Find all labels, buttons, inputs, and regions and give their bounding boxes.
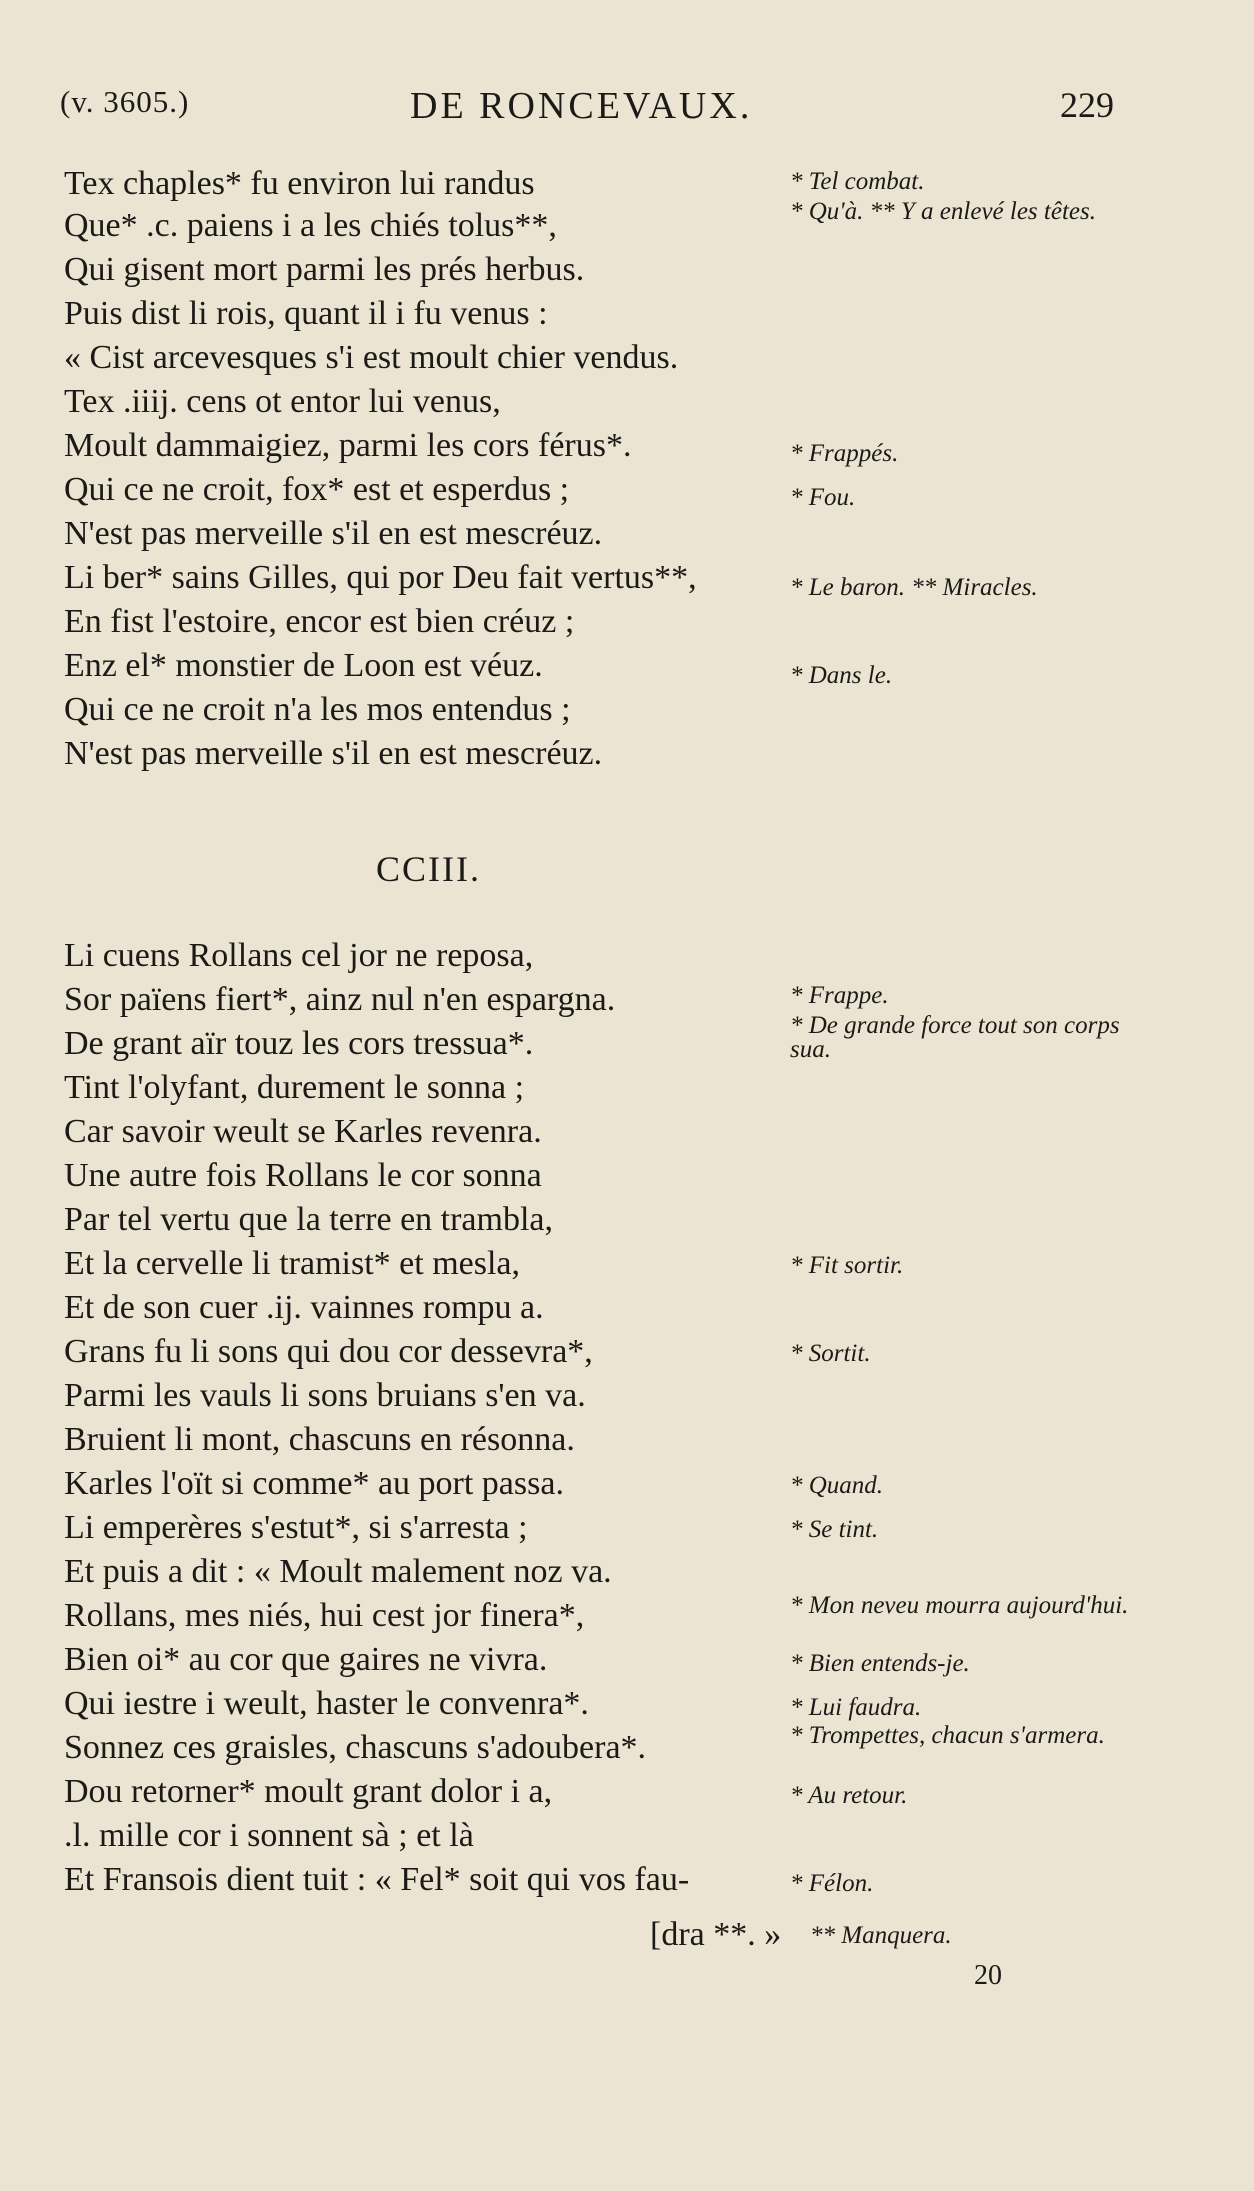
margin-note: * Fit sortir. [790, 1252, 904, 1279]
verse-line: .l. mille cor i sonnent sà ; et là [64, 1817, 474, 1854]
verse-line: Qui iestre i weult, haster le convenra*. [64, 1685, 589, 1722]
verse-line: Enz el* monstier de Loon est véuz. [64, 647, 543, 684]
verse-line: Puis dist li rois, quant il i fu venus : [64, 295, 548, 332]
margin-note: * Quand. [790, 1472, 884, 1499]
verse-line: Rollans, mes niés, hui cest jor finera*, [64, 1597, 585, 1634]
margin-note: * Le baron. ** Miracles. [790, 574, 1038, 601]
verse-line: Et puis a dit : « Moult malement noz va. [64, 1553, 612, 1590]
margin-note: * Mon neveu mourra aujourd'hui. [790, 1592, 1129, 1619]
section-title: CCIII. [376, 849, 481, 889]
verse-line: Karles l'oït si comme* au port passa. [64, 1465, 564, 1502]
margin-note: * Fou. [790, 484, 856, 511]
verse-line: Une autre fois Rollans le cor sonna [64, 1157, 542, 1194]
margin-note: * Dans le. [790, 662, 893, 689]
verse-line: En fist l'estoire, encor est bien créuz ; [64, 603, 575, 640]
margin-note: * Sortit. [790, 1340, 871, 1367]
verse-line: N'est pas merveille s'il en est mescréuz. [64, 515, 603, 552]
verse-line: Qui ce ne croit n'a les mos entendus ; [64, 691, 571, 728]
margin-note: * Félon. [790, 1870, 874, 1897]
verse-line: Sor païens fiert*, ainz nul n'en espargna. [64, 981, 616, 1018]
verse-line: De grant aïr touz les cors tressua*. [64, 1025, 534, 1062]
margin-note: ** Manquera. [810, 1922, 952, 1949]
verse-line: Li emperères s'estut*, si s'arresta ; [64, 1509, 528, 1546]
verse-line: Et Fransois dient tuit : « Fel* soit qui vos fau- [64, 1861, 690, 1898]
margin-note: * Trompettes, chacun s'armera. [790, 1722, 1105, 1749]
verse-line: Tint l'olyfant, durement le sonna ; [64, 1069, 525, 1106]
margin-note: * Tel combat. [790, 168, 925, 195]
verse-line: Tex chaples* fu environ lui randus [64, 165, 535, 202]
margin-note: * Bien entends-je. [790, 1650, 970, 1677]
margin-note: * Lui faudra. [790, 1694, 922, 1721]
verse-line: Dou retorner* moult grant dolor i a, [64, 1773, 553, 1810]
verse-continuation: [dra **. » [650, 1916, 782, 1953]
page-number: 229 [1060, 85, 1114, 125]
verse-line: Tex .iiij. cens ot entor lui venus, [64, 383, 501, 420]
margin-note: * Qu'à. ** Y a enlevé les têtes. [790, 198, 1096, 225]
margin-note: * Au retour. [790, 1782, 908, 1809]
verse-line: Que* .c. paiens i a les chiés tolus**, [64, 207, 557, 244]
verse-line: Sonnez ces graisles, chascuns s'adoubera*. [64, 1729, 647, 1766]
verse-line: Et la cervelle li tramist* et mesla, [64, 1245, 520, 1282]
margin-note: * Frappés. [790, 440, 899, 467]
verse-line: « Cist arcevesques s'i est moult chier vendus. [64, 339, 679, 376]
verse-line: Qui ce ne croit, fox* est et esperdus ; [64, 471, 570, 508]
verse-line: Par tel vertu que la terre en trambla, [64, 1201, 553, 1238]
verse-line: Moult dammaigiez, parmi les cors férus*. [64, 427, 632, 464]
verse-line: Car savoir weult se Karles revenra. [64, 1113, 542, 1150]
verse-range: (v. 3605.) [60, 84, 190, 119]
verse-line: Grans fu li sons qui dou cor dessevra*, [64, 1333, 593, 1370]
verse-line: Qui gisent mort parmi les prés herbus. [64, 251, 585, 288]
margin-note: * Frappe. [790, 982, 889, 1009]
running-header [0, 84, 1254, 134]
signature-mark: 20 [974, 1960, 1002, 1991]
verse-line: Et de son cuer .ij. vainnes rompu a. [64, 1289, 544, 1326]
verse-line: Bruient li mont, chascuns en résonna. [64, 1421, 575, 1458]
verse-line: N'est pas merveille s'il en est mescréuz. [64, 735, 603, 772]
running-title: DE RONCEVAUX. [410, 85, 753, 127]
margin-note: * Se tint. [790, 1516, 879, 1543]
verse-line: Bien oi* au cor que gaires ne vivra. [64, 1641, 548, 1678]
verse-line: Parmi les vauls li sons bruians s'en va. [64, 1377, 586, 1414]
verse-line: Li ber* sains Gilles, qui por Deu fait vertus**, [64, 559, 697, 596]
margin-note: * De grande force tout son corps sua. [790, 1012, 1120, 1063]
verse-line: Li cuens Rollans cel jor ne reposa, [64, 937, 534, 974]
